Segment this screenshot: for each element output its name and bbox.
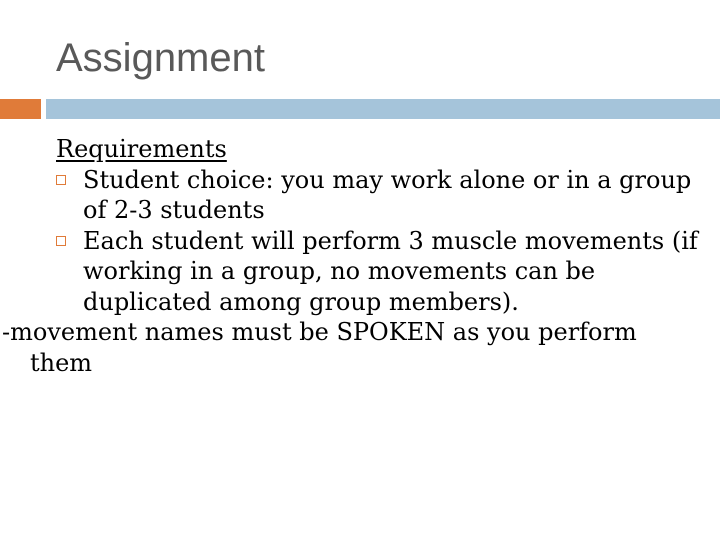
bullet-item-2 — [56, 226, 706, 318]
square-bullet-icon — [56, 175, 66, 185]
bullet-item-1 — [56, 165, 706, 226]
slide-title: Assignment — [56, 36, 265, 80]
title-accent-bar — [0, 99, 41, 119]
slide-body — [2, 134, 706, 378]
square-bullet-icon — [56, 236, 66, 246]
movement-note: -movement names must be SPOKEN as you perform them — [2, 318, 637, 377]
title-divider-bar — [46, 99, 720, 119]
bullet-text: Student choice: you may work alone or in a group of 2-3 students — [83, 165, 692, 224]
bullet-text: Each student will perform 3 muscle movements (if working in a group, no movements can be duplicated among group members). — [83, 226, 698, 316]
requirements-heading: Requirements — [56, 135, 227, 163]
